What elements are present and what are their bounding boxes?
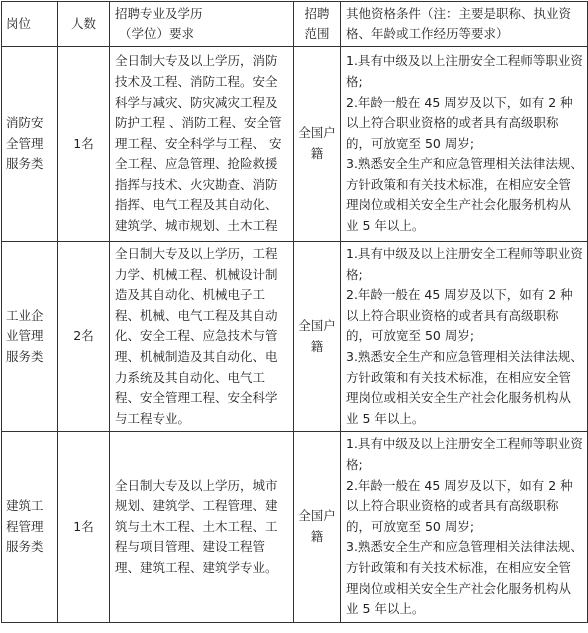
header-row	[2, 2, 588, 47]
header-position: 岗位	[2, 2, 58, 47]
table-row	[2, 432, 588, 622]
header-major-line2: （学位）要求	[119, 26, 195, 41]
other-cell	[341, 432, 588, 622]
count-cell: 1名	[58, 432, 110, 622]
major-cell: 全日制大专及以上学历，城市规划、建筑学、工程管理、建筑与土木工程、土木工程、工程与项目管理、建设工程管理、建筑工程、建筑学专业。	[110, 432, 294, 622]
count-cell: 1名	[58, 47, 110, 242]
scope-cell: 全国户籍	[294, 47, 341, 242]
recruitment-table	[1, 1, 588, 623]
other-cell	[341, 242, 588, 432]
scope-cell: 全国户籍	[294, 432, 341, 622]
header-major	[110, 2, 294, 47]
requirement-item: 3.熟悉安全生产和应急管理相关法律法规、方针政策和有关技术标准，在相应安全管理岗位或相关安全生产社会化服务机构从业 5 年以上。	[346, 348, 583, 426]
table-row	[2, 242, 588, 432]
count-cell: 2名	[58, 242, 110, 432]
major-cell: 全日制大专及以上学历，工程力学、机械工程、机械设计制造及其自动化、机械电子工程、机械、电气工程及其自动化、安全工程、应急技术与管理、机械制造及其自动化、电力系统及其自动化、电气工程、安全管理工程、安全科学与工程专业。	[110, 242, 294, 432]
major-cell: 全日制大专及以上学历，消防技术及工程、消防工程。安全科学与减灾、防灾减灾工程及防护工程 、消防工程、安全管理工程、安全科学与工程、 安全工程、应急管理、抢险救援指挥与技术、火灾勘查、消防指挥、电气工程及其自动化、建筑学、城市规划、土木工程	[110, 47, 294, 242]
header-count: 人数	[58, 2, 110, 47]
position-cell: 工业企业管理服务类	[2, 242, 58, 432]
requirement-item: 1.具有中级及以上注册安全工程师等职业资格;	[346, 246, 583, 282]
requirement-item: 3.熟悉安全生产和应急管理相关法律法规、方针政策和有关技术标准，在相应安全管理岗位或相关安全生产社会化服务机构从业 5 年以上。	[346, 539, 583, 617]
requirement-item: 1.具有中级及以上注册安全工程师等职业资格;	[346, 436, 583, 472]
header-scope-line1: 招聘	[304, 6, 330, 21]
requirement-item: 2.年龄一般在 45 周岁及以下，如有 2 种以上符合职业资格的或者具有高级职称的，可放宽至 50 周岁;	[346, 287, 573, 344]
position-cell: 消防安全管理服务类	[2, 47, 58, 242]
header-scope-line2: 范围	[304, 26, 330, 41]
other-cell	[341, 47, 588, 242]
scope-cell: 全国户籍	[294, 242, 341, 432]
requirement-item: 1.具有中级及以上注册安全工程师等职业资格;	[346, 53, 583, 89]
header-scope	[294, 2, 341, 47]
requirement-item: 2.年龄一般在 45 周岁及以下，如有 2 种以上符合职业资格的或者具有高级职称的，可放宽至 50 周岁;	[346, 477, 573, 534]
header-other: 其他资格条件（注：主要是职称、执业资格、年龄或工作经历等要求）	[341, 2, 588, 47]
position-cell: 建筑工程管理服务类	[2, 432, 58, 622]
table-row	[2, 47, 588, 242]
requirement-item: 3.熟悉安全生产和应急管理相关法律法规、方针政策和有关技术标准，在相应安全管理岗位或相关安全生产社会化服务机构从业 5 年以上。	[346, 156, 583, 234]
header-major-line1: 招聘专业及学历	[115, 6, 203, 21]
requirement-item: 2.年龄一般在 45 周岁及以下，如有 2 种以上符合职业资格的或者具有高级职称的，可放宽至 50 周岁;	[346, 94, 573, 151]
